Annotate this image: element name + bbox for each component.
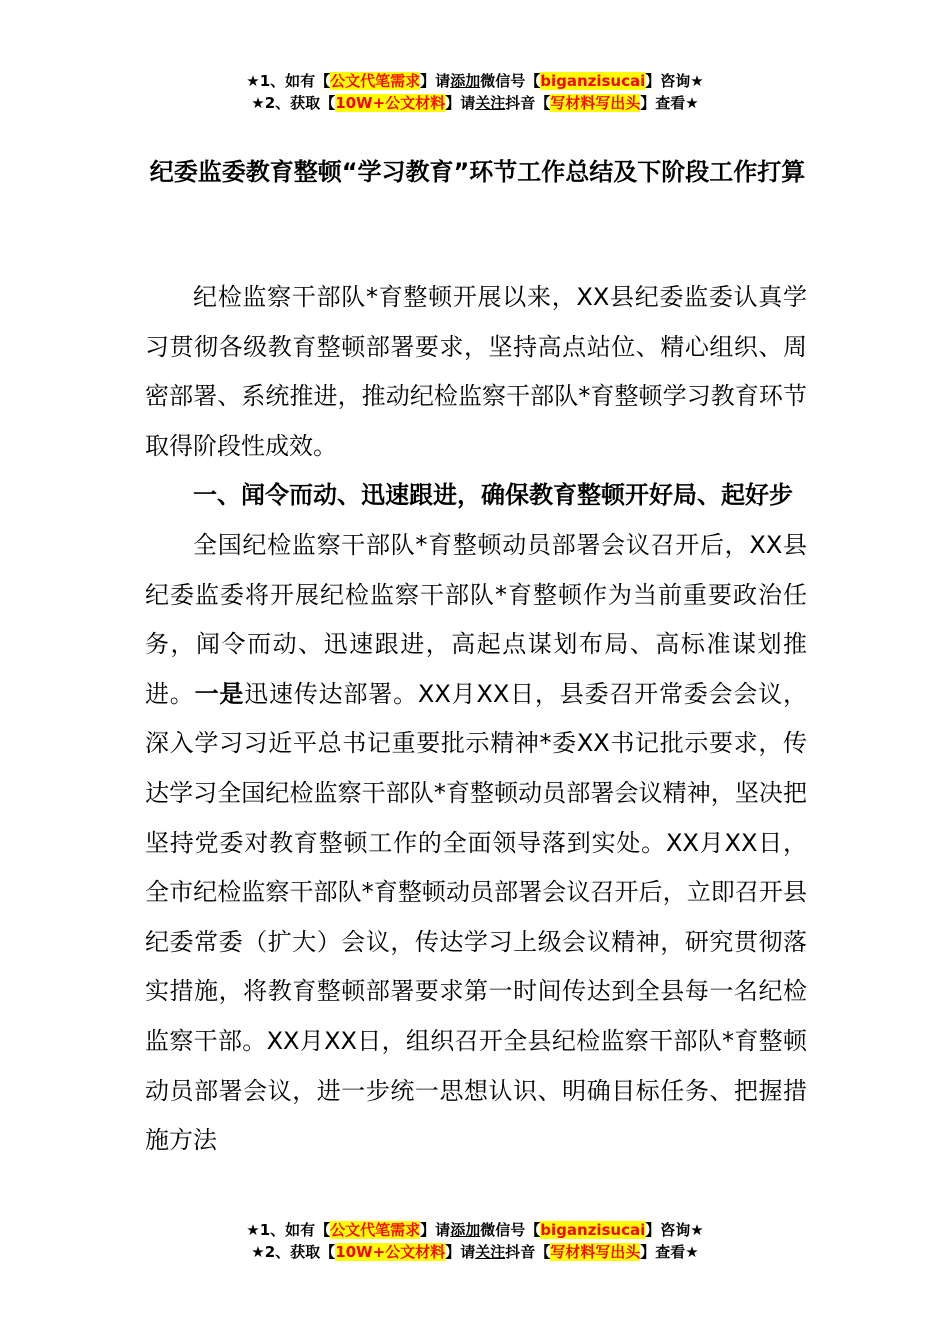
document-body bbox=[145, 273, 807, 1166]
wechat-id: biganzisucai bbox=[540, 72, 646, 90]
promo-line-2: ★2、获取【10W+公文材料】请关注抖音【写材料写出头】查看★ bbox=[251, 94, 699, 112]
wechat-id: biganzisucai bbox=[540, 1221, 646, 1239]
promo-highlight: 公文代笔需求 bbox=[330, 1221, 421, 1239]
point-marker: 一是 bbox=[194, 679, 245, 708]
intro-paragraph: 纪检监察干部队*育整顿开展以来，XX县纪委监委认真学习贯彻各级教育整顿部署要求，坚持高点站位、精心组织、周密部署、系统推进，推动纪检监察干部队*育整顿学习教育环节取得阶段性成效。 bbox=[145, 283, 807, 460]
section-heading: 一、闻令而动、迅速跟进，确保教育整顿开好局、起好步 bbox=[193, 481, 793, 510]
document-title: 纪委监委教育整顿“学习教育”环节工作总结及下阶段工作打算 bbox=[149, 158, 806, 186]
promo-highlight: 10W+公文材料 bbox=[335, 1243, 446, 1261]
promo-highlight: 10W+公文材料 bbox=[335, 94, 446, 112]
douyin-account: 写材料写出头 bbox=[550, 94, 641, 112]
douyin-account: 写材料写出头 bbox=[550, 1243, 641, 1261]
promo-line-1: ★1、如有【公文代笔需求】请添加微信号【biganzisucai】咨询★ bbox=[246, 72, 704, 90]
promo-highlight: 公文代笔需求 bbox=[330, 72, 421, 90]
body-paragraph: 全国纪检监察干部队*育整顿动员部署会议召开后，XX县纪委监委将开展纪检监察干部队*育整顿作为当前重要政治任务，闻令而动、迅速跟进，高起点谋划布局、高标准谋划推进。一是迅速传达部署。XX月XX日，县委召开常委会会议，深入学习习近平总书记重要批示精神*委XX书记批示要求，传达学习全国纪检监察干部队*育整顿动员部署会议精神，坚决把坚持党委对教育整顿工作的全面领导落到实处。XX月XX日，全市纪检监察干部队*育整顿动员部署会议召开后，立即召开县纪委常委（扩大）会议，传达学习上级会议精神，研究贯彻落实措施，将教育整顿部署要求第一时间传达到全县每一名纪检监察干部。XX月XX日，组织召开全县纪检监察干部队*育整顿动员部署会议，进一步统一思想认识、明确目标任务、把握措施方法 bbox=[145, 530, 808, 1155]
promo-line-2: ★2、获取【10W+公文材料】请关注抖音【写材料写出头】查看★ bbox=[251, 1243, 699, 1261]
footer-promo-banner bbox=[0, 1219, 950, 1263]
header-promo-banner bbox=[0, 70, 950, 114]
promo-line-1: ★1、如有【公文代笔需求】请添加微信号【biganzisucai】咨询★ bbox=[246, 1221, 704, 1239]
